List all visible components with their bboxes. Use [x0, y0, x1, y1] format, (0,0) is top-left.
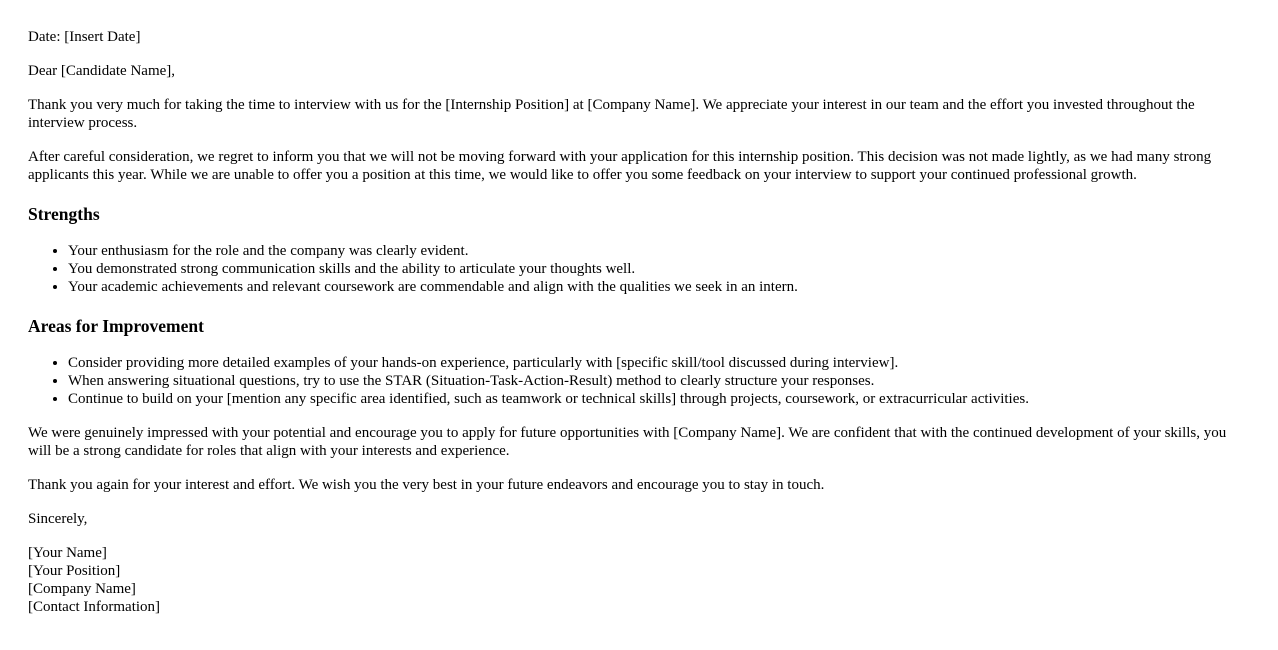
- list-item: • Your enthusiasm for the role and the company was clearly evident.: [68, 242, 1250, 260]
- thanks-paragraph: Thank you again for your interest and effort. We wish you the very best in your future endeavors and encourage you to stay in touch.: [28, 477, 825, 493]
- improvement-heading: Areas for Improvement: [28, 316, 204, 336]
- closing: Sincerely,: [28, 511, 88, 527]
- intro-paragraph: Thank you very much for taking the time to interview with us for the [Internship Position] at [Company Name]. We appreciate your interest in our team and the effort you invested throughout the interview process.: [28, 97, 1195, 131]
- list-item: • You demonstrated strong communication skills and the ability to articulate your thoughts well.: [68, 260, 1250, 278]
- list-item: • Your academic achievements and relevant coursework are commendable and align with the qualities we seek in an intern.: [68, 278, 1250, 296]
- strengths-list: [28, 242, 1250, 296]
- signature-position: [Your Position]: [28, 563, 121, 579]
- signature-company: [Company Name]: [28, 581, 136, 597]
- signature-name: [Your Name]: [28, 545, 107, 561]
- letter-date: Date: [Insert Date]: [28, 29, 141, 45]
- strengths-heading: Strengths: [28, 204, 100, 224]
- list-item: • Continue to build on your [mention any specific area identified, such as teamwork or technical skills] through projects, coursework, or extracurricular activities.: [68, 390, 1250, 408]
- signature-contact: [Contact Information]: [28, 599, 161, 615]
- list-item: • When answering situational questions, try to use the STAR (Situation-Task-Action-Result) method to clearly structure your responses.: [68, 372, 1250, 390]
- encouragement-paragraph: We were genuinely impressed with your potential and encourage you to apply for future opportunities with [Company Name]. We are confident that with the continued development of your skills, you will be a strong candidate for roles that align with your interests and experience.: [28, 425, 1227, 459]
- decision-paragraph: After careful consideration, we regret to inform you that we will not be moving forward with your application for this internship position. This decision was not made lightly, as we had many strong applicants this year. While we are unable to offer you a position at this time, we would like to offer you some feedback on your interview to support your continued professional growth.: [28, 149, 1212, 183]
- list-item: • Consider providing more detailed examples of your hands-on experience, particularly with [specific skill/tool discussed during interview].: [68, 354, 1250, 372]
- improvement-list: [28, 354, 1250, 408]
- letter-greeting: Dear [Candidate Name],: [28, 63, 176, 79]
- signature-block: [28, 544, 1250, 616]
